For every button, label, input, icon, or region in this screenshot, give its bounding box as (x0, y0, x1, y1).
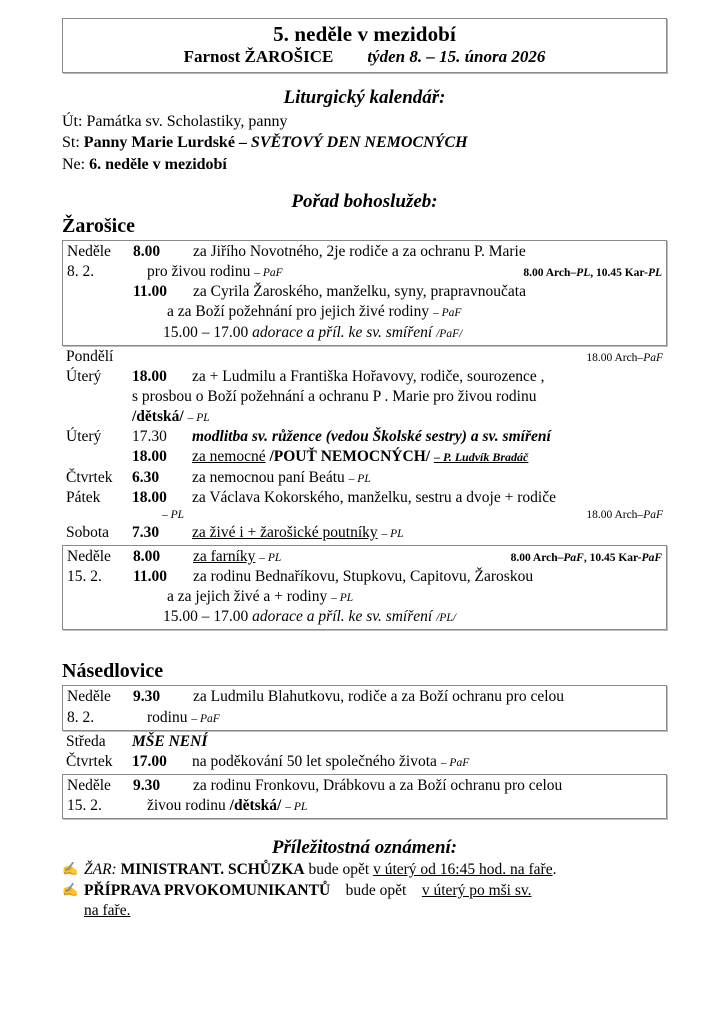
announcement-item (62, 860, 667, 880)
nasedlovice-weekdays-block (62, 731, 667, 774)
liturgical-emphasis: SVĚTOVÝ DEN NEMOCNÝCH (250, 134, 468, 152)
row-intention: za Václava Kokorského, manželku, sestru a dvoje + rodiče (192, 488, 556, 506)
adoration-celebrant: /PaF/ (436, 327, 463, 340)
row-celebrant: – PaF (432, 307, 462, 320)
schedule-row (67, 776, 662, 796)
announcement-text (84, 881, 667, 901)
side-note-b-celebrant: PL (647, 267, 662, 280)
row-time: 9.30 (133, 776, 161, 794)
announcement-text (84, 860, 667, 880)
schedule-row (67, 282, 662, 302)
row-celebrant: – PL (162, 508, 185, 521)
week-range: týden 8. – 15. února 2026 (367, 46, 546, 66)
zarosice-sunday-15-2-block (62, 545, 667, 631)
row-day: Pondělí (66, 347, 114, 365)
side-note-a-celebrant: PaF (563, 551, 584, 564)
row-day: Úterý (66, 428, 102, 446)
announcements-heading: Příležitostná oznámení: (271, 837, 458, 859)
row-date: 15. 2. (67, 797, 102, 815)
liturgical-feast: Panny Marie Lurdské (83, 134, 235, 152)
parish-name: Farnost ŽAROŠICE (183, 46, 334, 66)
zarosice-sunday-8-2-block (62, 240, 667, 346)
header-box (62, 18, 667, 73)
schedule-row (66, 523, 663, 543)
row-time: 11.00 (133, 568, 168, 585)
row-intention: za farníky (193, 547, 256, 565)
row-day: Neděle (67, 242, 111, 260)
row-mass-type: /dětská/ (132, 408, 184, 426)
village-zarosice-title: Žarošice (62, 214, 135, 237)
row-celebrant: – PaF (191, 712, 220, 725)
schedule-row (66, 488, 663, 508)
liturgical-line (62, 132, 667, 153)
announcement-subject: MINISTRANT. SCHŮZKA (120, 861, 305, 879)
schedule-row (67, 302, 662, 322)
schedule-row (66, 752, 663, 772)
liturgical-calendar-list (62, 111, 667, 175)
row-day: Středa (66, 732, 106, 750)
side-note-a-celebrant: PL (576, 267, 591, 280)
side-note-b: , 10.45 Kar- (583, 551, 642, 564)
row-side-note (578, 508, 663, 523)
row-time: 18.00 (132, 367, 167, 385)
schedule-row-adoration (67, 607, 662, 627)
schedule-row (66, 447, 663, 467)
row-side-note (578, 351, 663, 366)
row-date: 8. 2. (67, 263, 95, 281)
schedule-row (67, 708, 662, 728)
adoration-time: 15.00 – 17.00 (163, 608, 249, 626)
side-note-a: 8.00 Arch– (510, 551, 564, 564)
announcement-item (62, 881, 667, 901)
row-intention: za Jiřího Novotného, 2je rodiče a za ochranu P. Marie (193, 242, 526, 260)
row-date: 15. 2. (67, 568, 102, 585)
row-intention: pro živou rodinu (147, 263, 251, 281)
row-celebrant: – PaF (440, 756, 470, 769)
row-celebrant: – P. Ludvík Bradáč (433, 450, 529, 465)
side-note-a: 8.00 Arch– (523, 267, 577, 280)
liturgical-line (62, 111, 667, 132)
row-celebrant: – PL (259, 551, 282, 564)
row-intention: na poděkování 50 let společného života (192, 752, 437, 770)
row-intention: za nemocnou paní Beátu (192, 468, 345, 486)
row-intention-wrap (192, 752, 663, 772)
row-intention: rodinu (147, 708, 188, 726)
announcement-suffix: . (552, 861, 557, 879)
announcement-subject: PŘÍPRAVA PRVOKOMUNIKANTŮ (84, 881, 331, 899)
liturgical-day: Út: (62, 113, 83, 131)
nasedlovice-sunday-8-2-block (62, 685, 667, 730)
row-intention: za rodinu Fronkovu, Drábkovu a za Boží ochranu pro celou (193, 776, 563, 794)
schedule-row (66, 387, 663, 407)
row-time: 7.30 (132, 523, 160, 541)
liturgical-day: Ne: (62, 155, 86, 173)
side-note-text: 18.00 Arch– (586, 508, 644, 521)
row-celebrant: – PL (285, 801, 308, 814)
row-time: 18.00 (132, 488, 167, 506)
schedule-row (67, 687, 662, 707)
row-time: 8.00 (133, 547, 161, 565)
schedule-row (67, 567, 662, 587)
row-time: 6.30 (132, 468, 160, 486)
row-day: Čtvrtek (66, 468, 113, 486)
schedule-row (67, 587, 662, 607)
row-day: Neděle (67, 547, 111, 565)
header-subtitle (63, 47, 666, 67)
row-celebrant: – PL (187, 412, 210, 425)
row-intention: za Cyrila Žaroského, manželku, syny, prapravnoučata (193, 283, 526, 301)
page-title: 5. neděle v mezidobí (273, 22, 456, 46)
announcement-plain: bude opět (330, 881, 422, 899)
row-intention: a za Boží požehnání pro jejich živé rodiny (167, 303, 430, 321)
row-intention-wrap (167, 302, 662, 322)
liturgical-feast: 6. neděle v mezidobí (89, 155, 227, 173)
row-event-name: /POUŤ NEMOCNÝCH/ (269, 448, 431, 466)
schedule-row (66, 347, 663, 367)
schedule-row-adoration (67, 323, 662, 343)
row-intention-wrap (193, 547, 503, 567)
row-intention: modlitba sv. růžence (vedou Školské sestry) a sv. smíření (192, 428, 551, 446)
row-time: 8.00 (133, 242, 161, 260)
liturgical-line (62, 154, 667, 175)
row-intention-wrap (132, 407, 663, 427)
liturgical-day: St: (62, 134, 80, 152)
row-time: 9.30 (133, 688, 161, 706)
row-intention-wrap (167, 587, 662, 607)
row-time: 11.00 (133, 283, 168, 301)
row-side-note (503, 551, 662, 566)
adoration-text: adorace a příl. ke sv. smíření (252, 323, 433, 341)
row-intention-wrap (133, 796, 662, 816)
row-celebrant: – PL (348, 472, 371, 485)
announcement-scope: ŽAR: (84, 861, 117, 879)
schedule-heading: Pořad bohoslužeb: (291, 190, 438, 212)
schedule-row (66, 732, 663, 752)
row-day: Pátek (66, 488, 101, 506)
adoration-text: adorace a příl. ke sv. smíření (252, 608, 433, 626)
row-intention-wrap (133, 708, 662, 728)
row-intention: za živé i + žarošické poutníky (192, 523, 378, 541)
row-intention: za nemocné (192, 448, 266, 466)
announcement-plain: bude opět (304, 861, 374, 879)
row-celebrant: – PL (381, 527, 404, 540)
liturgical-calendar-heading: Liturgický kalendář: (283, 87, 446, 109)
row-intention: za rodinu Bednaříkovu, Stupkovu, Capitovu, Žaroskou (193, 568, 534, 585)
row-day: Neděle (67, 776, 111, 794)
row-intention: MŠE NENÍ (132, 732, 208, 750)
zarosice-weekdays-block (62, 346, 667, 545)
row-time: 18.00 (132, 448, 167, 466)
row-intention: živou rodinu (147, 797, 226, 815)
row-date: 8. 2. (67, 708, 95, 726)
announcement-continuation (62, 901, 667, 921)
village-nasedlovice-title: Násedlovice (62, 660, 164, 683)
row-intention: za + Ludmilu a Františka Hořavovy, rodiče, sourozence , (192, 367, 545, 385)
row-intention: a za jejich živé a + rodiny (167, 588, 328, 606)
row-intention-wrap (192, 468, 663, 488)
row-celebrant: – PL (331, 592, 354, 605)
side-note-b-celebrant: PaF (641, 551, 662, 564)
side-note-text: 18.00 Arch– (586, 351, 644, 364)
row-intention-wrap (192, 523, 663, 543)
row-day: Neděle (67, 688, 111, 706)
schedule-row (67, 796, 662, 816)
schedule-row (66, 407, 663, 427)
row-side-note (515, 266, 662, 281)
row-intention: s prosbou o Boží požehnání a ochranu P . Marie pro živou rodinu (132, 387, 537, 405)
nasedlovice-sunday-15-2-block (62, 774, 667, 819)
row-time: 17.30 (132, 428, 167, 446)
row-celebrant: – PaF (254, 267, 283, 280)
row-intention-wrap (192, 447, 663, 467)
row-intention: za Ludmilu Blahutkovu, rodiče a za Boží ochranu pro celou (193, 688, 565, 706)
announcement-detail: v úterý po mši sv. (421, 881, 532, 899)
adoration-celebrant: /PL/ (436, 612, 456, 625)
row-day: Úterý (66, 367, 102, 385)
side-note-b: , 10.45 Kar- (590, 267, 648, 280)
pen-icon: ✍ (62, 881, 79, 897)
row-day: Sobota (66, 523, 110, 541)
liturgical-dash: – (234, 134, 251, 152)
schedule-row (67, 262, 662, 282)
adoration-time: 15.00 – 17.00 (163, 323, 249, 341)
row-day: Čtvrtek (66, 752, 113, 770)
side-note-celebrant: PaF (643, 508, 663, 521)
liturgical-text: Památka sv. Scholastiky, panny (86, 113, 288, 131)
announcement-detail-cont: na faře. (84, 902, 131, 920)
side-note-celebrant: PaF (643, 351, 663, 364)
pen-icon: ✍ (62, 861, 79, 877)
schedule-row (67, 242, 662, 262)
row-time: 17.00 (132, 752, 167, 770)
schedule-row (66, 427, 663, 447)
announcement-detail: v úterý od 16:45 hod. na faře (373, 861, 553, 879)
schedule-row (66, 367, 663, 387)
row-mass-type: /dětská/ (229, 797, 282, 815)
schedule-row (67, 547, 662, 567)
schedule-row (66, 468, 663, 488)
row-intention-wrap (133, 262, 515, 282)
schedule-row (66, 508, 663, 523)
